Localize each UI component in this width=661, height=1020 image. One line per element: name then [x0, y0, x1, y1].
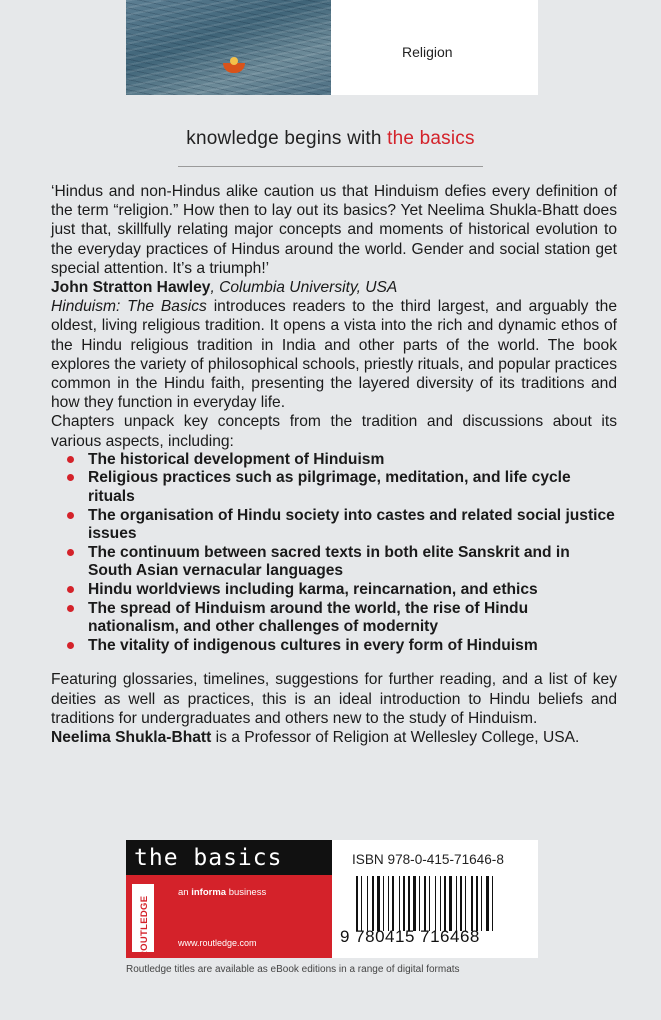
- barcode-bar: [465, 876, 466, 931]
- barcode-bar: [419, 876, 420, 931]
- list-item-text: Religious practices such as pilgrimage, meditation, and life cycle rituals: [88, 469, 571, 506]
- author-name: Neelima Shukla-Bhatt: [51, 728, 212, 746]
- divider: [178, 166, 483, 167]
- publisher-block: [126, 840, 538, 958]
- book-title: Hinduism: The Basics: [51, 298, 207, 316]
- barcode-number: 9 780415 716468: [340, 927, 480, 946]
- list-item: [51, 507, 617, 544]
- list-item-text: Hindu worldviews including karma, reincarnation, and ethics: [88, 581, 538, 598]
- list-item: [51, 581, 617, 600]
- barcode-bar: [456, 876, 457, 931]
- barcode-icon: [356, 876, 532, 931]
- barcode-bar: [367, 876, 368, 931]
- barcode-bar: [383, 876, 384, 931]
- informa-suffix: business: [226, 887, 267, 898]
- barcode-bar: [413, 876, 416, 931]
- author-bio-text: is a Professor of Religion at Wellesley College, USA.: [211, 728, 580, 746]
- barcode-bar: [424, 876, 426, 931]
- endorsement-affiliation: , Columbia University, USA: [210, 279, 398, 297]
- closing-paragraph: Featuring glossaries, timelines, suggestions for further reading, and a list of key deities as well as practices, this is an ideal introduction to Hindu beliefs and traditions for undergraduates and others new to the study of Hinduism.: [51, 671, 617, 727]
- barcode-bar: [481, 876, 482, 931]
- category-label: Religion: [402, 44, 453, 60]
- list-item-text: The organisation of Hindu society into castes and related social justice issues: [88, 506, 615, 543]
- cover-image-banner: [126, 0, 538, 95]
- barcode-bar: [444, 876, 446, 931]
- barcode-bar: [361, 876, 362, 931]
- bullet-icon: [67, 549, 74, 556]
- list-item: [51, 451, 617, 470]
- barcode-bar: [372, 876, 374, 931]
- ebook-footnote: Routledge titles are available as eBook editions in a range of digital formats: [126, 964, 460, 975]
- list-item: [51, 600, 617, 637]
- description-text: introduces readers to the third largest, and arguably the oldest, living religious tradition. It opens a vista into the rich and dynamic ethos of the Hindu religious tradition in India and other parts of the world. The book explores the variety of philosophical schools, priestly rituals, and popular practices common in the Hindu faith, presenting the layered diversity of its traditions and how they function in everyday life.: [51, 298, 617, 412]
- publisher-logo: [132, 884, 154, 958]
- barcode-bar: [486, 876, 489, 931]
- barcode-bar: [460, 876, 462, 931]
- publisher-website[interactable]: www.routledge.com: [178, 938, 257, 948]
- informa-prefix: an: [178, 887, 192, 898]
- bullet-icon: [67, 512, 74, 519]
- informa-tagline: [178, 887, 266, 898]
- barcode-bar: [392, 876, 394, 931]
- barcode-bar: [471, 876, 473, 931]
- river-photo: [126, 0, 331, 95]
- informa-brand: informa: [191, 887, 227, 898]
- isbn-panel: [332, 840, 538, 958]
- tagline-highlight: the basics: [387, 128, 475, 149]
- barcode-bar: [356, 876, 358, 931]
- list-item-text: The spread of Hinduism around the world, the rise of Hindu nationalism, and other challenges of modernity: [88, 599, 529, 636]
- list-item-text: The continuum between sacred texts in both elite Sanskrit and in South Asian vernacular languages: [88, 543, 570, 580]
- publisher-panel: [126, 875, 332, 958]
- barcode-bar: [403, 876, 405, 931]
- isbn-label: ISBN 978-0-415-71646-8: [352, 852, 504, 867]
- list-item: [51, 544, 617, 581]
- barcode-bar: [399, 876, 400, 931]
- tagline-prefix: knowledge begins with: [186, 128, 388, 149]
- chapters-intro: Chapters unpack key concepts from the tradition and discussions about its various aspects, including:: [51, 413, 617, 450]
- author-bio: [51, 728, 617, 747]
- chapter-list: [51, 451, 617, 656]
- bullet-icon: [67, 474, 74, 481]
- series-name: the basics: [134, 845, 283, 871]
- barcode-bar: [408, 876, 410, 931]
- back-cover-text: [51, 182, 617, 747]
- bullet-icon: [67, 605, 74, 612]
- flame-icon: [230, 57, 238, 65]
- series-band: [126, 840, 332, 875]
- endorsement-quote: ‘Hindus and non-Hindus alike caution us that Hinduism defies every definition of the term “religion.” How then to lay out its basics? Yet Neelima Shukla-Bhatt does just that, skillfully relating major concepts and moments of historical evolution to the everyday practices of Hindus around the world. Gender and social station get special attention. It’s a triumph!’: [51, 183, 617, 277]
- list-item-text: The historical development of Hinduism: [88, 450, 385, 468]
- barcode-bar: [476, 876, 478, 931]
- barcode-bar: [429, 876, 430, 931]
- endorsement-author: John Stratton Hawley: [51, 279, 211, 297]
- publisher-name: ROUTLEDGE: [139, 895, 150, 958]
- barcode-bar: [449, 876, 452, 931]
- barcode-bar: [388, 876, 389, 931]
- bullet-icon: [67, 586, 74, 593]
- bullet-icon: [67, 642, 74, 649]
- barcode-bar: [492, 876, 493, 931]
- barcode-bar: [377, 876, 380, 931]
- list-item: [51, 469, 617, 506]
- endorsement-attribution: [51, 278, 617, 297]
- bullet-icon: [67, 456, 74, 463]
- list-item: [51, 637, 617, 656]
- book-description: [51, 297, 617, 412]
- list-item-text: The vitality of indigenous cultures in every form of Hinduism: [88, 636, 538, 654]
- barcode-bar: [435, 876, 436, 931]
- tagline: [0, 128, 661, 150]
- barcode-bar: [440, 876, 441, 931]
